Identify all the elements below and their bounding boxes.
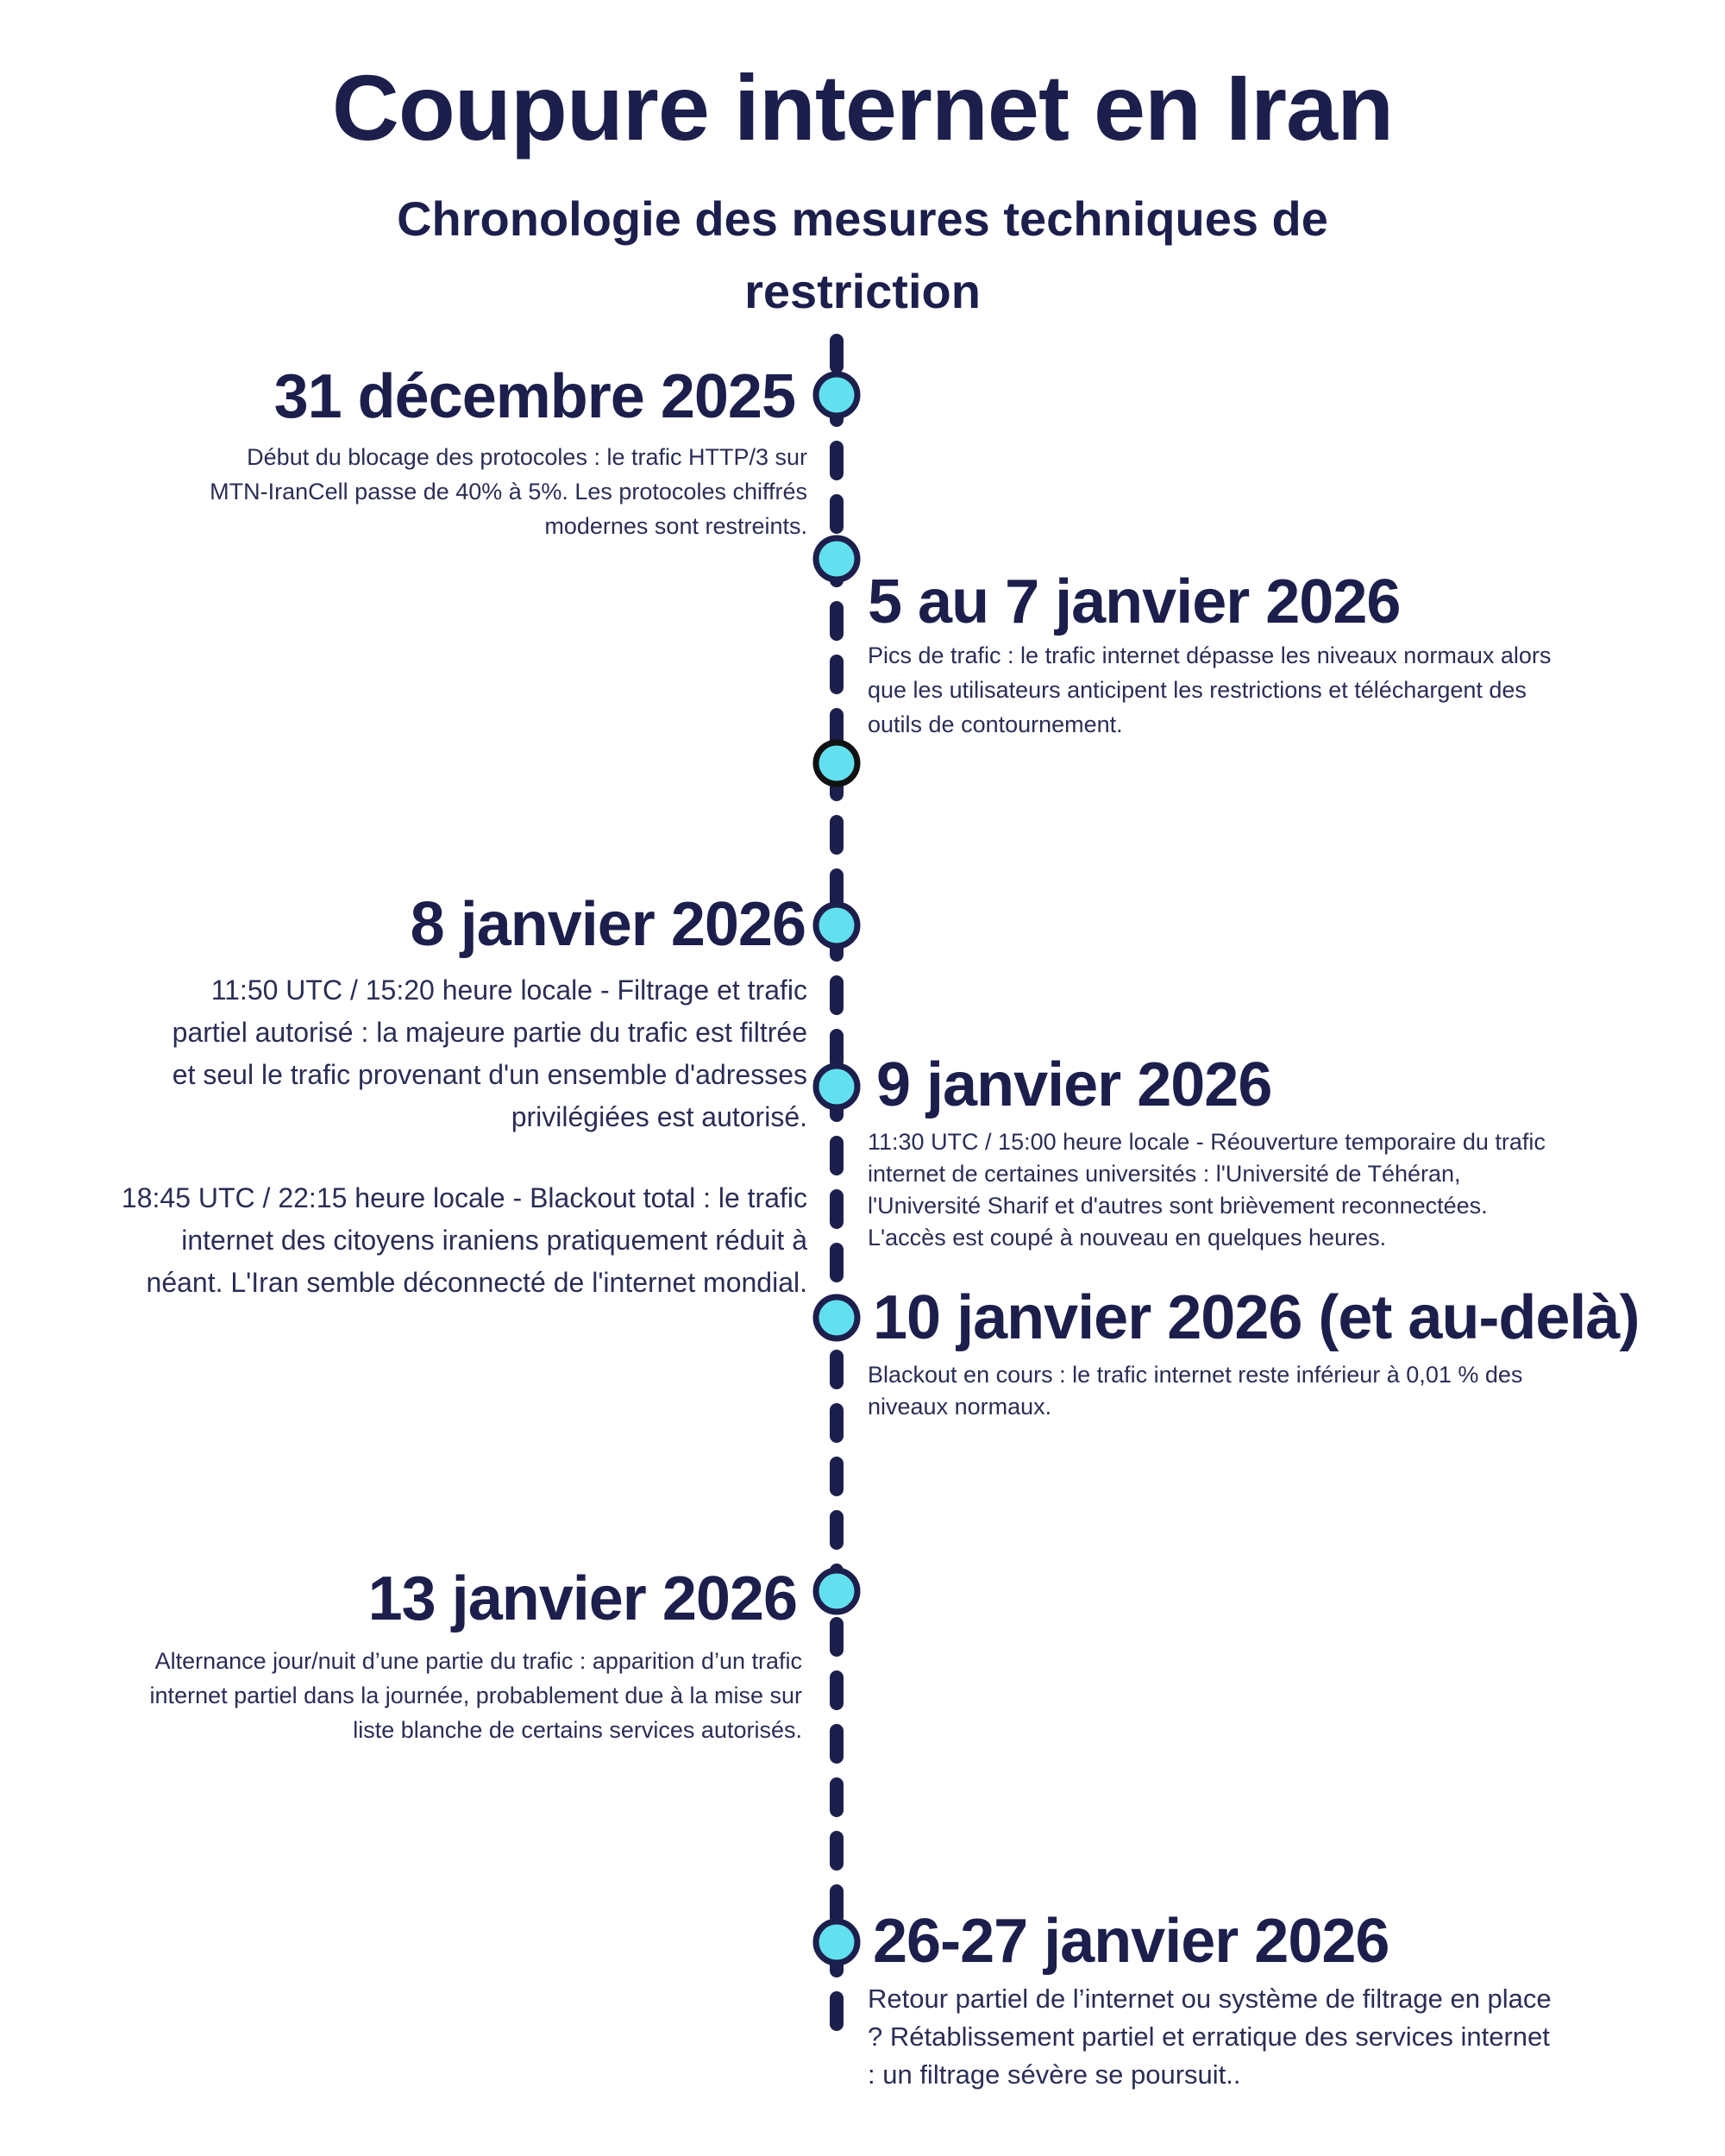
event-date-9-jan: 9 janvier 2026 [876,1050,1272,1119]
timeline-node-extra [816,743,857,784]
event-desc-10-jan: Blackout en cours : le trafic internet reste inférieur à 0,01 % des niveaux normaux. [868,1362,1523,1420]
event-desc-31-dec: Début du blocage des protocoles : le trafic HTTP/3 sur MTN-IranCell passe de 40% à 5%. Les protocoles chiffrés modernes sont restreints. [210,444,807,539]
event-date-31-dec: 31 décembre 2025 [273,362,795,431]
timeline-node-31-dec [816,374,857,416]
timeline-node-9-jan [816,1066,857,1107]
event-date-10-jan: 10 janvier 2026 (et au-delà) [873,1283,1640,1352]
timeline-node-8-jan [816,905,857,946]
event-desc-5-7-jan: Pics de trafic : le trafic internet dépasse les niveaux normaux alors que les utilisateurs anticipent les restrictions et téléchargent des outils de contournement. [868,642,1552,737]
timeline-node-13-jan [816,1570,857,1612]
event-desc-8-jan-filtering: 11:50 UTC / 15:20 heure locale - Filtrage et trafic partiel autorisé : la majeure partie du trafic est filtrée et seul le trafic provenant d'un ensemble d'adresses privilégiées est autorisé. [172,975,807,1132]
timeline-node-5-7-jan [816,538,857,580]
timeline-node-10-jan [816,1297,857,1338]
event-desc-9-jan: 11:30 UTC / 15:00 heure locale - Réouverture temporaire du trafic internet de certaines universités : l'Université de Téhéran, l'Université Sharif et d'autres sont brièvement reconnectées. L'accès est coupé à nouveau en quelques heures. [868,1129,1546,1250]
timeline-node-26-27-jan [816,1921,857,1963]
event-date-13-jan: 13 janvier 2026 [367,1564,797,1633]
event-desc-13-jan: Alternance jour/nuit d’une partie du trafic : apparition d’un trafic internet partiel dans la journée, probablement due à la mise sur liste blanche de certains services autorisés. [149,1648,802,1743]
event-date-26-27-jan: 26-27 janvier 2026 [873,1907,1389,1976]
event-date-5-7-jan: 5 au 7 janvier 2026 [868,567,1401,636]
event-desc-26-27-jan: Retour partiel de l’internet ou système de filtrage en place ? Rétablissement partiel et erratique des services internet : un filtrage sévère se poursuit.. [868,1984,1552,2090]
page-title: Coupure internet en Iran [331,55,1394,160]
page-subtitle: Chronologie des mesures techniques de restriction [397,191,1328,318]
event-desc-8-jan-blackout: 18:45 UTC / 22:15 heure locale - Blackout total : le trafic internet des citoyens iraniens pratiquement réduit à néant. L'Iran semble déconnecté de l'internet mondial. [121,1182,807,1298]
event-date-8-jan: 8 janvier 2026 [410,890,806,959]
